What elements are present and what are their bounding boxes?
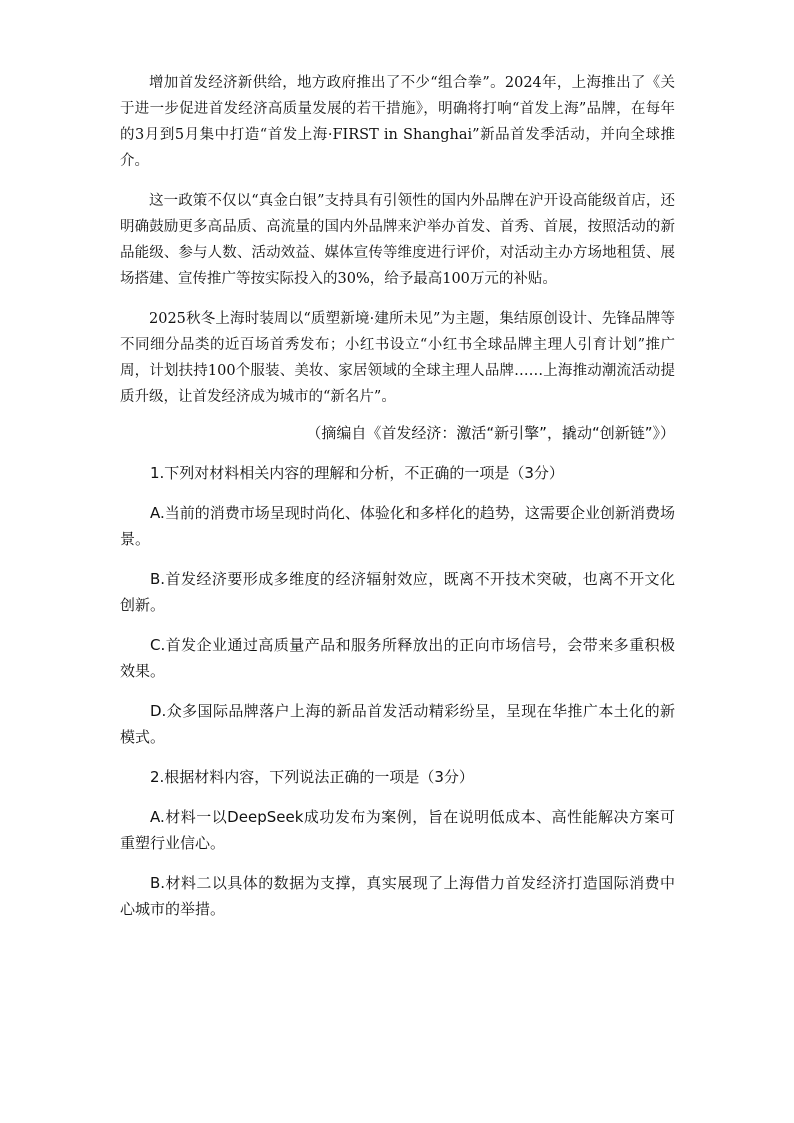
question-1-option-d: D.众多国际品牌落户上海的新品首发活动精彩纷呈，呈现在华推广本土化的新模式。 (120, 702, 675, 746)
material-paragraph-3: 2025秋冬上海时装周以“质塑新境·建所未见”为主题，集结原创设计、先锋品牌等不同细分品类的近百场首秀发布；小红书设立“小红书全球品牌主理人引育计划”推广周，计划扶持100个服装、美妆、家居领域的全球主理人品牌……上海推动潮流活动提质升级，让首发经济成为城市的“新名片”。 (120, 311, 675, 405)
question-2-stem: 2.根据材料内容，下列说法正确的一项是（3分） (150, 768, 474, 786)
question-1-option-c: C.首发企业通过高质量产品和服务所释放出的正向市场信号，会带来多重积极效果。 (120, 636, 675, 680)
question-2-option-b: B.材料二以具体的数据为支撑，真实展现了上海借力首发经济打造国际消费中心城市的举措。 (120, 874, 675, 918)
question-2-option-a: A.材料一以DeepSeek成功发布为案例，旨在说明低成本、高性能解决方案可重塑行业信心。 (120, 808, 675, 852)
question-1-stem: 1.下列对材料相关内容的理解和分析，不正确的一项是（3分） (150, 464, 564, 482)
source-citation: （摘编自《首发经济：激活“新引擎”，撬动“创新链”》） (306, 424, 675, 442)
questions-section (120, 460, 675, 922)
material-section (120, 70, 675, 410)
question-1-option-b: B.首发经济要形成多维度的经济辐射效应，既离不开技术突破，也离不开文化创新。 (120, 570, 675, 614)
material-paragraph-1: 增加首发经济新供给，地方政府推出了不少“组合拳”。2024年，上海推出了《关于进一步促进首发经济高质量发展的若干措施》，明确将打响“首发上海”品牌，在每年的3月到5月集中打造“首发上海·FIRST in Shanghai”新品首发季活动，并向全球推介。 (120, 75, 675, 169)
document-page (120, 70, 675, 922)
material-paragraph-2: 这一政策不仅以“真金白银”支持具有引领性的国内外品牌在沪开设高能级首店，还明确鼓励更多高品质、高流量的国内外品牌来沪举办首发、首秀、首展，按照活动的新品能级、参与人数、活动效益、媒体宣传等维度进行评价，对活动主办方场地租赁、展场搭建、宣传推广等按实际投入的30%，给予最高100万元的补贴。 (120, 193, 675, 287)
question-1-option-a: A.当前的消费市场呈现时尚化、体验化和多样化的趋势，这需要企业创新消费场景。 (120, 504, 675, 548)
